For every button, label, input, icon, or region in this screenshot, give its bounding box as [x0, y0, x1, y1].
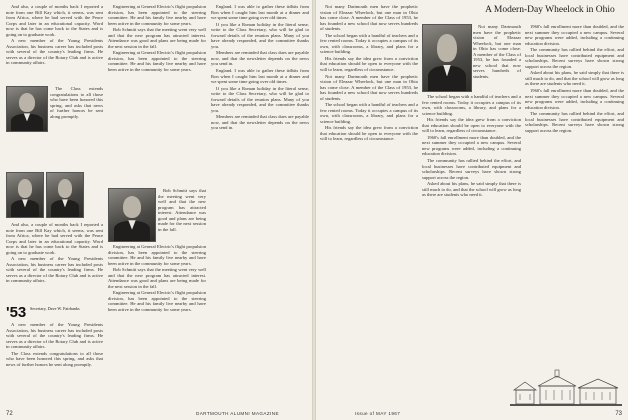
paragraph: Bob Schmitt says that the meeting went very well and that the new program has attracted interest. Attendance was good and plans are being made for the next session in the fall. [108, 267, 206, 289]
paragraph: If you like a Roman holiday in the literal sense, write to the Class Secretary, who will be glad to forward details of the reunion plans. Many of you have already responded, and the committee thanks you. [211, 85, 309, 113]
class-number-heading: '53 [6, 304, 27, 321]
paragraph: 1960's fall enrollment more than doubled, and the next summer they occupied a new campus. Several new programs were added, including a continuing education division. [422, 134, 521, 157]
right-column-3 [525, 24, 624, 354]
left-column-2-bottom [108, 244, 206, 406]
paragraph: 1960's fall enrollment more than doubled, and the next summer they occupied a new campus. Several new programs were added, including a continuing education division. [525, 24, 624, 46]
paragraph: His friends say the idea grew from a conviction that education should be open to everyone with the will to learn, regardless of circumstance. [320, 55, 418, 72]
left-column-1-top [6, 4, 103, 84]
paragraph: His friends say the idea grew from a conviction that education should be open to everyone with the will to learn, regardless of circumstance. [422, 117, 521, 134]
paragraph: England. I was able to gather these tidbits from Ron when I caught him last month at a dinner and we spent some time going over old times. [211, 68, 309, 85]
right-column-2-beside-photo [473, 24, 521, 90]
paragraph: Not many Dartmouth men have the prophetic vision of Eleazar Wheelock, but one man in Ohio has come close. A member of the Class of 1953, he has founded a new school that now serves hundreds of students. [320, 4, 418, 31]
left-column-2-beside-photo [158, 188, 206, 240]
left-column-1-bottom [6, 322, 103, 406]
paragraph: 1960's fall enrollment more than doubled, and the next summer they occupied a new campus. Several new programs were added, including a continuing education division. [525, 88, 624, 110]
left-column-1-middle [6, 222, 103, 298]
paragraph: Not many Dartmouth men have the prophetic vision of Eleazar Wheelock, but one man in Ohio has come close. A member of the Class of 1953, he has founded a new school that now serves hundreds of students. [320, 73, 418, 101]
portrait-photo [108, 188, 156, 242]
right-column-2 [422, 94, 521, 404]
portrait-photo [6, 172, 44, 218]
paragraph: England. I was able to gather these tidbits from Ron when I caught him last month at a dinner and we spent some time going over old times. [211, 4, 309, 20]
paragraph: The Class extends congratulations to all those who have been honored this spring, and asks that news of further honors be sent along promptly. [6, 350, 103, 367]
left-column-1-beside-photo [50, 86, 103, 130]
paragraph: If you like a Roman holiday in the literal sense, write to the Class Secretary, who will be glad to forward details of the reunion plans. Many of you have already responded, and the committee thanks you. [211, 21, 309, 49]
paragraph: His friends say the idea grew from a conviction that education should be open to everyone with the will to learn, regardless of circumstance. [320, 125, 418, 142]
paragraph: Engineering at General Electric's flight propulsion division, has been appointed to the steering committee. He and his family live nearby and have been active in the community for some years. [108, 290, 206, 312]
paragraph: And also, a couple of months back I reported a note from one Bill Kay which, it seems, was sent from Africa, where he had served with the Peace Corps and later in an educational capacity. Word now is that he has come back to the States and is going on to graduate work. [6, 222, 103, 255]
page-number-right: 73 [615, 411, 622, 417]
portrait-photo [46, 172, 84, 218]
paragraph: Engineering at General Electric's flight propulsion division, has been appointed to the steering committee. He and his family live nearby and have been active in the community for some years. [108, 244, 206, 266]
portrait-photo [6, 86, 48, 132]
paragraph: A new member of the Young Presidents Association, his business career has included posts with several of the country's leading firms. He serves as a director of the Rotary Club and is active in community affairs. [6, 38, 103, 66]
class-secretary-line: Secretary, Dave W. Fairbanks [30, 306, 80, 311]
paragraph: Members are reminded that class dues are payable now, and that the newsletter depends on the news you send in. [211, 50, 309, 67]
left-column-2-top [108, 4, 206, 184]
paragraph: Engineering at General Electric's flight propulsion division, has been appointed to the steering committee. He and his family live nearby and have been active in the community for some years. [108, 50, 206, 72]
left-column-3 [211, 4, 309, 406]
paragraph: Members are reminded that class dues are payable now, and that the newsletter depends on the news you send in. [211, 114, 309, 131]
paragraph: The school began with a handful of teachers and a few rented rooms. Today it occupies a campus of its own, with classrooms, a library, and plans for a science building. [320, 32, 418, 55]
paragraph: The school began with a handful of teachers and a few rented rooms. Today it occupies a campus of its own, with classrooms, a library, and plans for a science building. [422, 94, 521, 116]
paragraph: A new member of the Young Presidents Association, his business career has included posts with several of the country's leading firms. He serves as a director of the Rotary Club and is active in community affairs. [6, 322, 103, 349]
paragraph: Bob Schmitt says that the meeting went very well and that the new program has attracted interest. Attendance was good and plans are being made for the next session in the fall. [158, 188, 206, 232]
left-page [0, 0, 313, 420]
page-number-left: 72 [6, 411, 13, 417]
building-illustration [510, 368, 622, 408]
right-column-1 [320, 4, 418, 408]
paragraph: Asked about his plans, he said simply that there is still much to do, and that the school will grow as long as there are students who need it. [422, 181, 521, 198]
portrait-photo [422, 24, 472, 92]
article-title: A Modern-Day Wheelock in Ohio [485, 5, 615, 15]
issue-line: Issue of MAY 1967 [355, 411, 401, 416]
paragraph: Engineering at General Electric's flight propulsion division, has been appointed to the steering committee. He and his family live nearby and have been active in the community for some years. [108, 4, 206, 26]
paragraph: The community has rallied behind the effort, and local businesses have contributed equipment and scholarships. Recent surveys have shown strong support across the region. [525, 47, 624, 69]
paragraph: Bob Schmitt says that the meeting went very well and that the new program has attracted interest. Attendance was good and plans are being made for the next session in the fall. [108, 27, 206, 49]
paragraph: Not many Dartmouth men have the prophetic vision of Eleazar Wheelock, but one man in Ohio has come close. A member of the Class of 1953, he has founded a new school that now serves hundreds of students. [473, 24, 521, 79]
paragraph: And also, a couple of months back I reported a note from one Bill Kay which, it seems, was sent from Africa, where he had served with the Peace Corps and later in an educational capacity. Word now is that he has come back to the States and is going on to graduate work. [6, 4, 103, 37]
paragraph: The Class extends congratulations to all those who have been honored this spring, and asks that news of further honors be sent along promptly. [50, 86, 103, 119]
paragraph: The community has rallied behind the effort, and local businesses have contributed equipment and scholarships. Recent surveys have shown strong support across the region. [525, 111, 624, 133]
paragraph: The community has rallied behind the effort, and local businesses have contributed equipment and scholarships. Recent surveys have shown strong support across the region. [422, 158, 521, 180]
publication-name: DARTMOUTH ALUMNI MAGAZINE [196, 411, 279, 416]
paragraph: The school began with a handful of teachers and a few rented rooms. Today it occupies a campus of its own, with classrooms, a library, and plans for a science building. [320, 102, 418, 124]
paragraph: Asked about his plans, he said simply that there is still much to do, and that the school will grow as long as there are students who need it. [525, 70, 624, 87]
right-page [315, 0, 628, 420]
paragraph: A new member of the Young Presidents Association, his business career has included posts with several of the country's leading firms. He serves as a director of the Rotary Club and is active in community affairs. [6, 256, 103, 284]
